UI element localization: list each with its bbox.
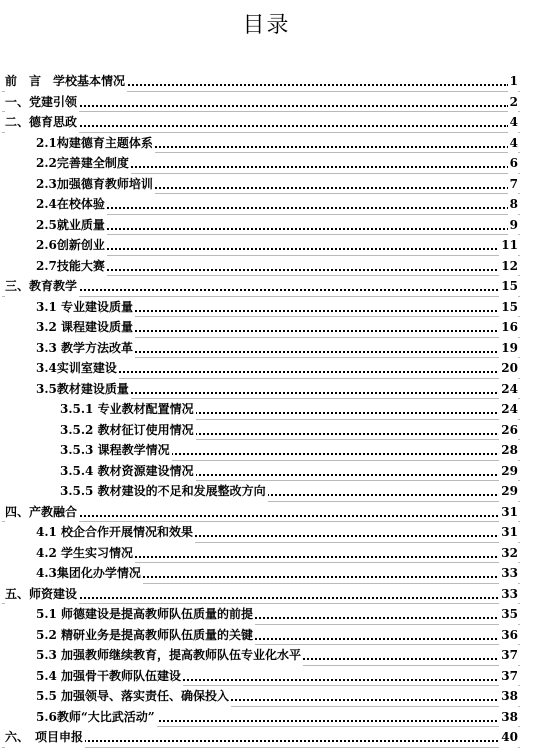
toc-entry-page-number: 36 [499, 625, 518, 646]
toc-entry[interactable] [0, 522, 533, 543]
toc-entry[interactable] [0, 174, 533, 195]
toc-entry-page-number: 37 [499, 645, 518, 666]
toc-entry-page-number: 28 [499, 440, 518, 461]
toc-entry[interactable] [0, 133, 533, 154]
toc-entry-page-number: 31 [499, 502, 518, 523]
toc-entry-page-number: 11 [499, 235, 518, 256]
toc-entry[interactable] [0, 666, 533, 687]
toc-entry[interactable] [0, 379, 533, 400]
toc-entry-page-number: 35 [499, 604, 518, 625]
toc-entry-title: 3.5.2 教材征订使用情况 [60, 420, 196, 441]
toc-entry-title: 六、 项目申报 [5, 727, 85, 748]
toc-entry-page-number: 29 [499, 481, 518, 502]
toc-entry[interactable] [0, 420, 533, 441]
toc-entry[interactable] [0, 461, 533, 482]
toc-entry[interactable] [0, 625, 533, 646]
toc-entry-page-number: 16 [499, 317, 518, 338]
toc-entry-title: 四、产教融合 [5, 502, 79, 523]
toc-entry-page-number: 15 [499, 276, 518, 297]
toc-entry[interactable] [0, 563, 533, 584]
toc-entry[interactable] [0, 686, 533, 707]
toc-entry-title: 2.2完善建全制度 [36, 153, 131, 174]
toc-entry[interactable] [0, 399, 533, 420]
toc-entry-page-number: 26 [499, 420, 518, 441]
toc-entry-page-number: 20 [499, 358, 518, 379]
dot-leader [36, 228, 509, 230]
toc-entry[interactable] [0, 71, 533, 92]
page-title: 目录 [242, 13, 291, 38]
dot-leader [5, 125, 509, 127]
toc-entry-page-number: 24 [499, 379, 518, 400]
toc-entry-page-number: 9 [508, 215, 518, 236]
toc-entry-page-number: 19 [499, 338, 518, 359]
toc-entry-title: 5.1 师德建设是提高教师队伍质量的前提 [36, 604, 255, 625]
toc-entry[interactable] [0, 297, 533, 318]
toc-entry-title: 5.2 精研业务是提高教师队伍质量的关键 [36, 625, 255, 646]
toc-entry[interactable] [0, 235, 533, 256]
toc-entry-page-number: 38 [499, 707, 518, 728]
toc-entry-title: 五、师资建设 [5, 584, 79, 605]
toc-entry[interactable] [0, 584, 533, 605]
toc-entry[interactable] [0, 543, 533, 564]
toc-entry-title: 2.7技能大赛 [36, 256, 107, 277]
toc-entry[interactable] [0, 358, 533, 379]
toc-entry[interactable] [0, 317, 533, 338]
toc-entry[interactable] [0, 502, 533, 523]
toc-entry-page-number: 2 [508, 92, 518, 113]
dot-leader [5, 515, 509, 517]
toc-entry[interactable] [0, 440, 533, 461]
toc-entry-page-number: 32 [499, 543, 518, 564]
toc-entry[interactable] [0, 727, 533, 748]
toc-entry-title: 3.5.4 教材资源建设情况 [60, 461, 196, 482]
toc-entry[interactable] [0, 112, 533, 133]
toc-entry[interactable] [0, 481, 533, 502]
toc-entry-title: 2.1构建德育主题体系 [36, 133, 155, 154]
toc-entry-title: 3.2 课程建设质量 [36, 317, 135, 338]
toc-entry-title: 3.1 专业建设质量 [36, 297, 135, 318]
toc-entry-title: 3.5.1 专业教材配置情况 [60, 399, 196, 420]
toc-entry[interactable] [0, 604, 533, 625]
dot-leader [36, 248, 509, 250]
toc-entry[interactable] [0, 256, 533, 277]
toc-entry-title: 二、德育思政 [5, 112, 79, 133]
toc-entry-page-number: 4 [508, 133, 518, 154]
toc-entry[interactable] [0, 153, 533, 174]
toc-entry-title: 2.4在校体验 [36, 194, 107, 215]
toc-entry-title: 5.5 加强领导、落实责任、确保投入 [36, 686, 231, 707]
toc-entry-title: 三、教育教学 [5, 276, 79, 297]
toc-entry[interactable] [0, 707, 533, 728]
toc-entry[interactable] [0, 194, 533, 215]
toc-entry[interactable] [0, 338, 533, 359]
toc-entry-title: 一、党建引领 [5, 92, 79, 113]
toc-entry-page-number: 15 [499, 297, 518, 318]
dot-leader [5, 289, 509, 291]
toc-entry-page-number: 4 [508, 112, 518, 133]
toc-entry-page-number: 38 [499, 686, 518, 707]
toc-entry-page-number: 8 [508, 194, 518, 215]
toc-entry[interactable] [0, 276, 533, 297]
dot-leader [36, 269, 509, 271]
toc-entry-title: 5.3 加强教师继续教育，提高教师队伍专业化水平 [36, 645, 303, 666]
toc-entry-title: 2.6创新创业 [36, 235, 107, 256]
toc-entry-title: 3.5教材建设质量 [36, 379, 131, 400]
toc-entry-page-number: 1 [508, 71, 518, 92]
toc-entry-title: 5.6教师“大比武活动” [36, 707, 157, 728]
dot-leader [36, 207, 509, 209]
toc-entry-page-number: 31 [499, 522, 518, 543]
toc-entry-title: 2.3加强德育教师培训 [36, 174, 155, 195]
toc-entry[interactable] [0, 92, 533, 113]
toc-entry[interactable] [0, 645, 533, 666]
toc-entry-title: 3.4实训室建设 [36, 358, 119, 379]
toc-entry-page-number: 12 [499, 256, 518, 277]
toc-entry-page-number: 40 [499, 727, 518, 748]
toc-entry-title: 4.2 学生实习情况 [36, 543, 135, 564]
toc-entry-title: 5.4 加强骨干教师队伍建设 [36, 666, 183, 687]
toc-entry-title: 前 言 学校基本情况 [5, 71, 127, 92]
toc-entry-page-number: 29 [499, 461, 518, 482]
toc-entry-page-number: 24 [499, 399, 518, 420]
toc-entry-page-number: 7 [508, 174, 518, 195]
toc-entry-page-number: 6 [508, 153, 518, 174]
toc-entry-title: 4.1 校企合作开展情况和效果 [36, 522, 195, 543]
toc-entry-page-number: 33 [499, 563, 518, 584]
toc-entry-title: 4.3集团化办学情况 [36, 563, 143, 584]
toc-entry-title: 2.5就业质量 [36, 215, 107, 236]
dot-leader [5, 105, 509, 107]
toc-entry-page-number: 33 [499, 584, 518, 605]
toc-entry-page-number: 37 [499, 666, 518, 687]
toc-entry-title: 3.5.3 课程教学情况 [60, 440, 172, 461]
toc-entry-title: 3.3 教学方法改革 [36, 338, 135, 359]
table-of-contents [0, 71, 533, 748]
toc-entry[interactable] [0, 215, 533, 236]
toc-entry-title: 3.5.5 教材建设的不足和发展整改方向 [60, 481, 268, 502]
dot-leader [5, 597, 509, 599]
